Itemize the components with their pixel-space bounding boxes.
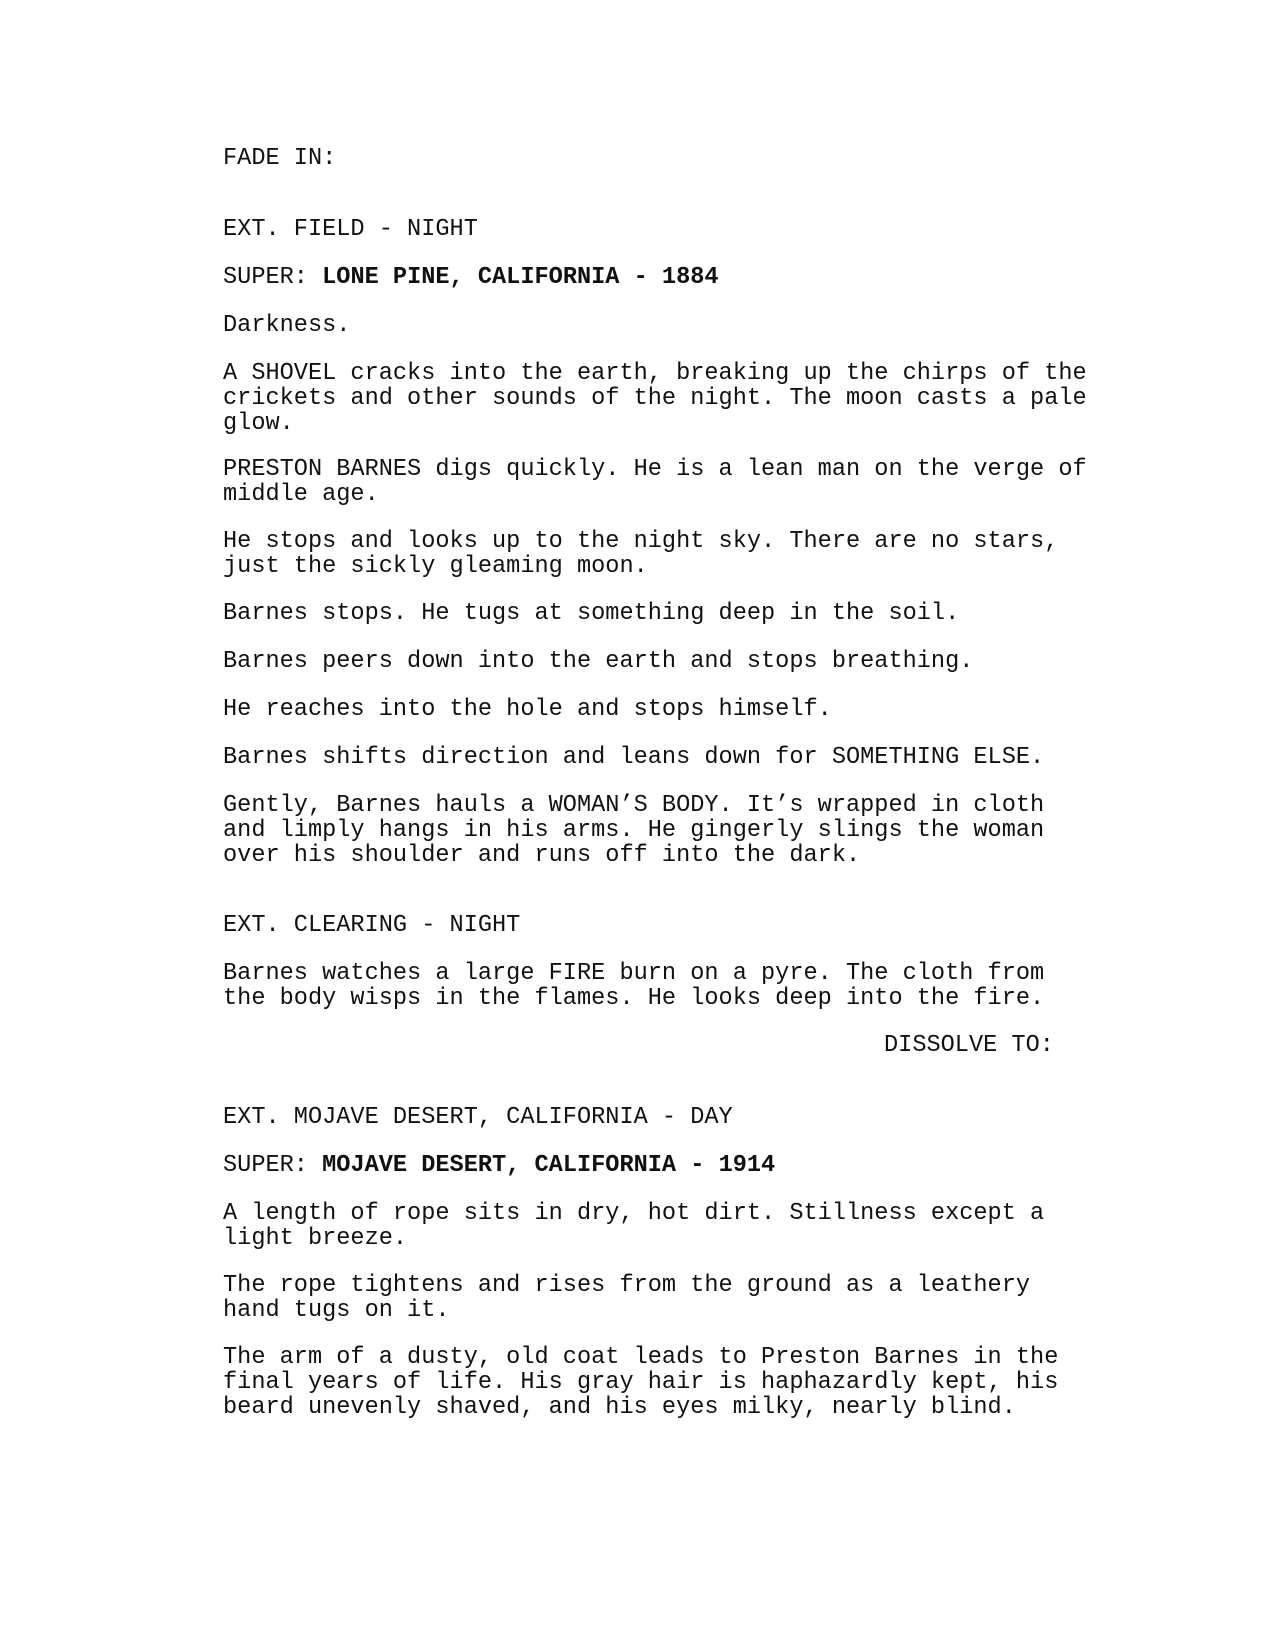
action-line: Barnes peers down into the earth and stops breathing. — [223, 648, 974, 675]
action-line: Barnes shifts direction and leans down for SOMETHING ELSE. — [223, 744, 1045, 771]
super-text: LONE PINE, CALIFORNIA - 1884 — [322, 264, 719, 291]
super-text: MOJAVE DESERT, CALIFORNIA - 1914 — [322, 1152, 776, 1179]
dissolve-transition: DISSOLVE TO: — [884, 1032, 1054, 1059]
action-line: Barnes watches a large FIRE burn on a pyre. The cloth from the body wisps in the flames. He looks deep into the fire. — [223, 960, 1045, 1012]
action-line: Darkness. — [223, 312, 351, 339]
action-line: Barnes stops. He tugs at something deep in the soil. — [223, 600, 960, 627]
action-line: The rope tightens and rises from the ground as a leathery hand tugs on it. — [223, 1272, 1031, 1324]
action-line: The arm of a dusty, old coat leads to Preston Barnes in the final years of life. His gray hair is haphazardly kept, his beard unevenly shaved, and his eyes milky, nearly blind. — [223, 1344, 1059, 1421]
super-prefix: SUPER: — [223, 1152, 308, 1179]
scene-heading: EXT. MOJAVE DESERT, CALIFORNIA - DAY — [223, 1104, 733, 1131]
action-line: He stops and looks up to the night sky. There are no stars, just the sickly gleaming moon. — [223, 528, 1059, 580]
super-title — [223, 265, 719, 290]
action-line: A length of rope sits in dry, hot dirt. Stillness except a light breeze. — [223, 1200, 1045, 1252]
action-line: A SHOVEL cracks into the earth, breaking up the chirps of the crickets and other sounds of the night. The moon casts a pale glow. — [223, 360, 1087, 437]
action-line: PRESTON BARNES digs quickly. He is a lean man on the verge of middle age. — [223, 456, 1087, 508]
scene-heading: EXT. CLEARING - NIGHT — [223, 912, 521, 939]
scene-heading: EXT. FIELD - NIGHT — [223, 216, 478, 243]
super-title — [223, 1153, 775, 1178]
action-line: He reaches into the hole and stops himself. — [223, 696, 832, 723]
fade-in-transition: FADE IN: — [223, 145, 337, 172]
super-prefix: SUPER: — [223, 264, 308, 291]
action-line: Gently, Barnes hauls a WOMAN’S BODY. It’s wrapped in cloth and limply hangs in his arms. He gingerly slings the woman over his shoulder and runs off into the dark. — [223, 792, 1045, 869]
